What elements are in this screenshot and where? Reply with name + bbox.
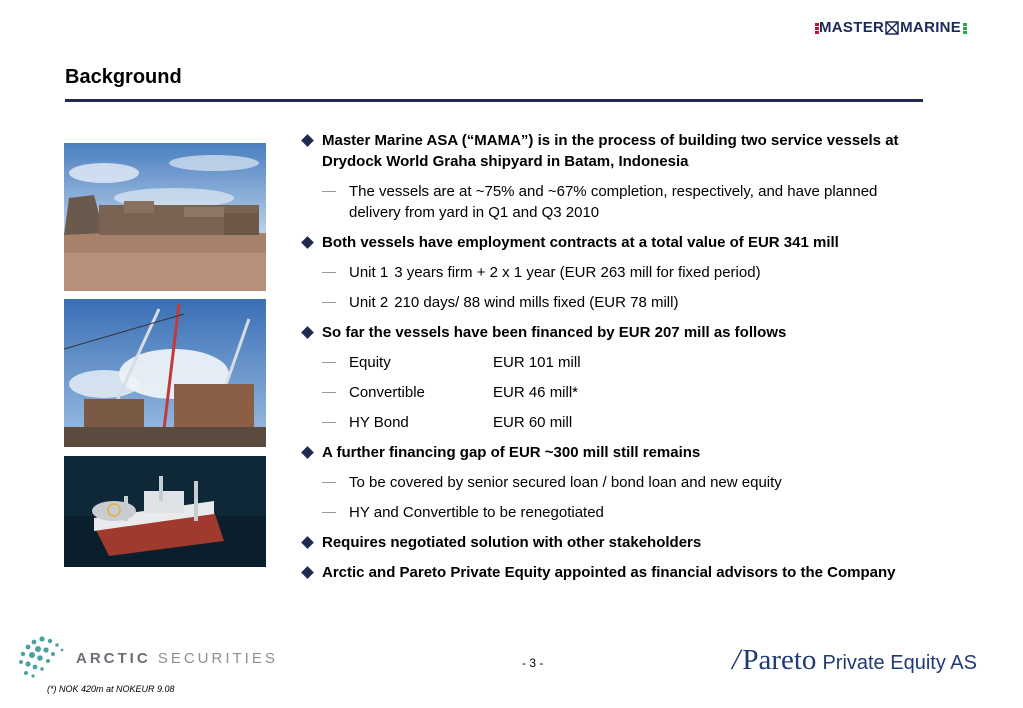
financing-value: EUR 101 mill — [493, 354, 581, 371]
dash-bullet-icon — [322, 512, 336, 513]
master-marine-logo — [815, 20, 997, 36]
bullet-item — [302, 442, 922, 463]
unit-label: Unit 1 — [349, 264, 389, 281]
logo-marine-word: MARINE — [900, 19, 962, 36]
sub-bullet-text: 210 days/ 88 wind mills fixed (EUR 78 mill) — [394, 294, 679, 311]
sub-bullet-text: 3 years firm + 2 x 1 year (EUR 263 mill for fixed period) — [394, 264, 761, 281]
financing-label: Equity — [349, 354, 391, 371]
financing-row — [302, 412, 922, 433]
financing-value: EUR 60 mill — [493, 414, 573, 431]
diamond-bullet-icon — [301, 536, 314, 549]
dash-bullet-icon — [322, 362, 336, 363]
sub-bullet-text: The vessels are at ~75% and ~67% completion, respectively, and have planned delivery from yard in Q1 and Q3 2010 — [349, 183, 878, 221]
pareto-swoosh-icon: / — [732, 643, 741, 676]
shipyard-photo — [64, 143, 266, 291]
diamond-bullet-icon — [301, 326, 314, 339]
logo-bars-right-icon — [963, 23, 967, 34]
vessel-render-photo — [64, 456, 266, 567]
securities-word: SECURITIES — [157, 649, 278, 667]
financing-value: EUR 46 mill* — [493, 384, 579, 401]
dash-bullet-icon — [322, 482, 336, 483]
sub-bullet-text: HY and Convertible to be renegotiated — [349, 504, 604, 521]
arctic-dots-icon — [16, 635, 70, 681]
anchor-cross-icon — [885, 21, 899, 35]
sub-bullet-text: To be covered by senior secured loan / bond loan and new equity — [349, 474, 782, 491]
bullet-item — [302, 232, 922, 253]
arctic-word: ARCTIC — [76, 649, 151, 667]
footnote: (*) NOK 420m at NOKEUR 9.08 — [47, 684, 175, 694]
sub-bullet-item — [302, 472, 922, 493]
diamond-bullet-icon — [301, 446, 314, 459]
dash-bullet-icon — [322, 302, 336, 303]
page-title: Background — [65, 66, 182, 88]
dash-bullet-icon — [322, 392, 336, 393]
bullet-text: Arctic and Pareto Private Equity appointed as financial advisors to the Company — [322, 564, 896, 581]
pareto-subtitle: Private Equity AS — [822, 652, 977, 674]
bullet-list — [302, 130, 922, 592]
sub-bullet-item — [302, 181, 922, 223]
diamond-bullet-icon — [301, 566, 314, 579]
bullet-text: So far the vessels have been financed by EUR 207 mill as follows — [322, 324, 787, 341]
pareto-name: Pareto — [742, 644, 817, 676]
dash-bullet-icon — [322, 272, 336, 273]
sub-bullet-item — [302, 262, 922, 283]
bullet-item — [302, 130, 922, 172]
logo-master-word: MASTER — [819, 19, 885, 36]
crane-photo — [64, 299, 266, 447]
bullet-text: A further financing gap of EUR ~300 mill still remains — [322, 444, 701, 461]
diamond-bullet-icon — [301, 134, 314, 147]
title-divider — [65, 99, 923, 102]
financing-row — [302, 352, 922, 373]
diamond-bullet-icon — [301, 236, 314, 249]
bullet-item — [302, 532, 922, 553]
arctic-securities-logo — [16, 634, 278, 682]
page-number: - 3 - — [522, 656, 544, 670]
dash-bullet-icon — [322, 422, 336, 423]
bullet-item — [302, 562, 922, 583]
bullet-text: Both vessels have employment contracts at a total value of EUR 341 mill — [322, 234, 839, 251]
dash-bullet-icon — [322, 191, 336, 192]
financing-label: HY Bond — [349, 414, 409, 431]
unit-label: Unit 2 — [349, 294, 389, 311]
pareto-logo — [732, 643, 977, 677]
sub-bullet-item — [302, 292, 922, 313]
bullet-text: Requires negotiated solution with other stakeholders — [322, 534, 702, 551]
sub-bullet-item — [302, 502, 922, 523]
arctic-wordmark — [76, 650, 278, 667]
financing-label: Convertible — [349, 384, 425, 401]
bullet-text: Master Marine ASA (“MAMA”) is in the process of building two service vessels at Drydock World Graha shipyard in Batam, Indonesia — [322, 132, 899, 170]
bullet-item — [302, 322, 922, 343]
financing-row — [302, 382, 922, 403]
